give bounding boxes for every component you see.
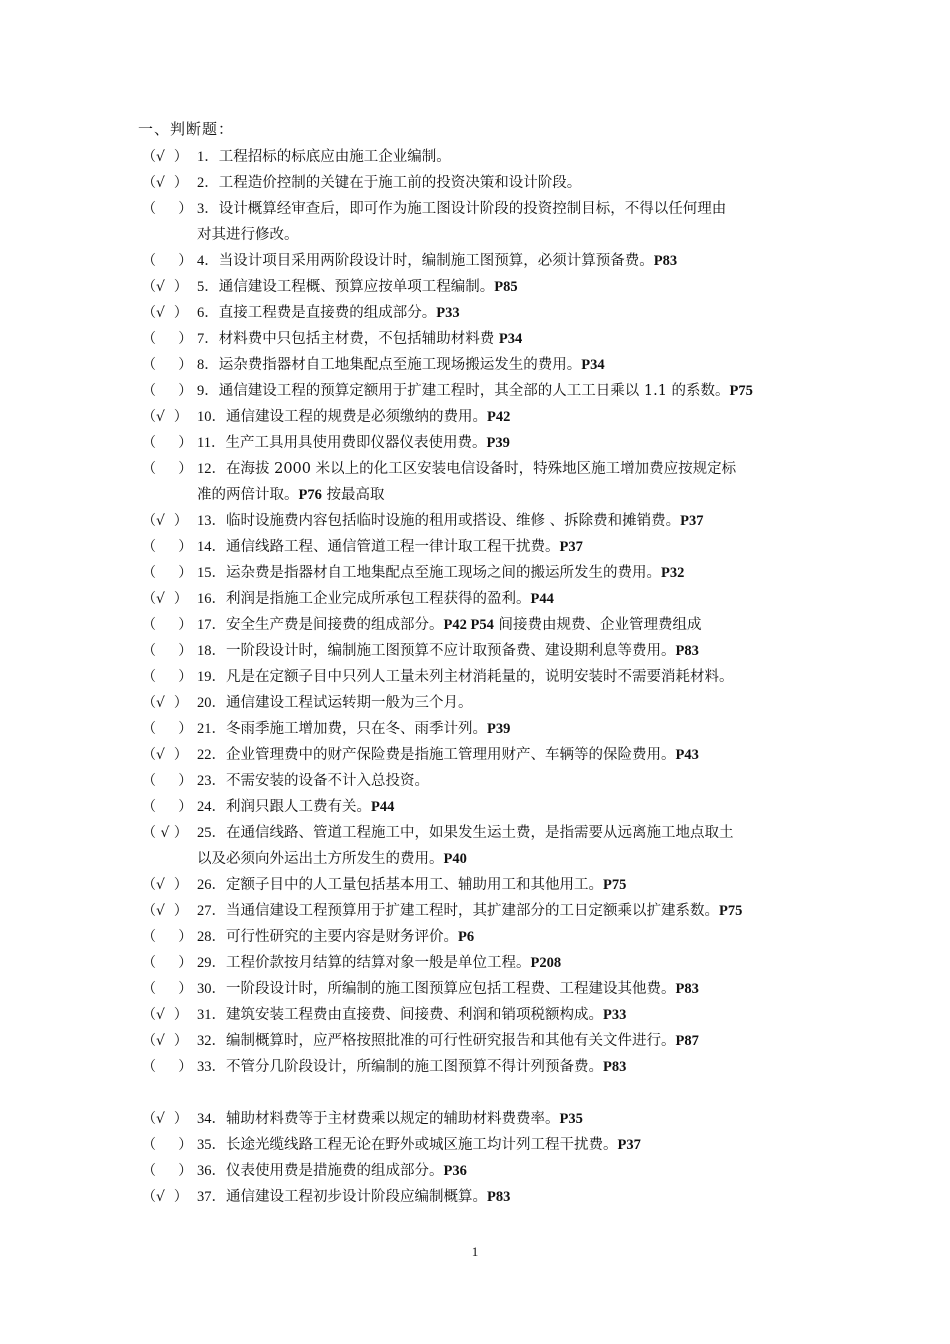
question-body (194, 742, 822, 768)
question-item (142, 612, 822, 638)
page-reference: P75 (719, 903, 743, 919)
page-reference: P75 (603, 877, 627, 893)
question-number: 30． (197, 981, 226, 997)
answer-mark: （ ） (142, 981, 193, 997)
question-number: 35． (197, 1137, 226, 1153)
question-number: 24． (197, 799, 226, 815)
page-reference: P43 (675, 747, 699, 763)
section-title: 一、判断题： (138, 120, 235, 138)
question-item (142, 1002, 822, 1028)
question-number: 15． (197, 565, 226, 581)
answer-mark: （√ ） (142, 1033, 188, 1049)
question-item (142, 378, 822, 404)
answer-mark: （ ） (142, 929, 193, 945)
page-reference: P208 (530, 955, 562, 971)
question-number: 5． (197, 279, 219, 295)
question-body (194, 638, 822, 664)
answer-mark: （√ ） (142, 591, 188, 607)
question-item (142, 430, 822, 456)
question-text: 通信建设工程初步设计阶段应编制概算。 (226, 1189, 487, 1205)
question-item (142, 560, 822, 586)
question-item (142, 924, 822, 950)
question-note: 按最高取 (321, 487, 385, 503)
question-number: 9． (197, 383, 219, 399)
page-reference: P33 (603, 1007, 627, 1023)
question-body (194, 1054, 822, 1080)
question-text: 工程造价控制的关键在于施工前的投资决策和设计阶段。 (218, 175, 582, 191)
question-item (142, 326, 822, 352)
answer-mark: （√ ） (142, 903, 188, 919)
page-reference: P87 (675, 1033, 699, 1049)
page-reference: P85 (494, 279, 518, 295)
question-text: 凡是在定额子目中只列人工量未列主材消耗量的，说明安装时不需要消耗材料。 (226, 669, 734, 685)
question-item (142, 144, 822, 170)
question-body (194, 404, 822, 430)
question-text: 通信建设工程试运转期一般为三个月。 (226, 695, 473, 711)
question-number: 8． (197, 357, 219, 373)
answer-mark: （√ ） (142, 279, 188, 295)
answer-mark: （ ） (142, 357, 193, 373)
question-item (142, 248, 822, 274)
answer-mark: （ ） (142, 435, 193, 451)
question-body (194, 1028, 822, 1054)
question-text: 工程价款按月结算的结算对象一般是单位工程。 (226, 955, 531, 971)
page-reference: P44 (371, 799, 395, 815)
question-body (194, 1106, 822, 1132)
answer-mark: （√ ） (142, 1007, 188, 1023)
question-text: 当设计项目采用两阶段设计时，编制施工图预算，必须计算预备费。 (218, 253, 654, 269)
question-item (142, 586, 822, 612)
question-text: 利润是指施工企业完成所承包工程获得的盈利。 (226, 591, 531, 607)
question-text: 运杂费指器材自工地集配点至施工现场搬运发生的费用。 (218, 357, 582, 373)
page-reference: P37 (617, 1137, 641, 1153)
question-text: 在通信线路、管道工程施工中，如果发生运土费，是指需要从远离施工地点取土 (226, 825, 734, 841)
question-text: 编制概算时，应严格按照批准的可行性研究报告和其他有关文件进行。 (226, 1033, 676, 1049)
page-reference: P39 (487, 721, 511, 737)
question-number: 7． (197, 331, 219, 347)
question-number: 23． (197, 773, 226, 789)
question-number: 18． (197, 643, 226, 659)
answer-mark: （ ） (142, 721, 193, 737)
page-reference: P35 (559, 1111, 583, 1127)
question-text: 直接工程费是直接费的组成部分。 (218, 305, 437, 321)
question-body (194, 898, 822, 924)
question-number: 34． (197, 1111, 226, 1127)
page-reference: P83 (653, 253, 678, 269)
question-body (194, 586, 822, 612)
question-number: 27． (197, 903, 226, 919)
answer-mark: （ ） (142, 1163, 193, 1179)
question-text: 长途光缆线路工程无论在野外或城区施工均计列工程干扰费。 (226, 1137, 618, 1153)
question-item (142, 1054, 822, 1080)
answer-mark: （ ） (142, 799, 193, 815)
page-reference: P83 (487, 1189, 511, 1205)
question-number: 20． (197, 695, 226, 711)
question-item (142, 196, 822, 248)
question-text: 建筑安装工程费由直接费、间接费、利润和销项税额构成。 (226, 1007, 603, 1023)
question-item (142, 794, 822, 820)
question-body (194, 274, 822, 300)
page-reference: P34 (498, 331, 523, 347)
question-body (194, 326, 822, 352)
question-body (194, 378, 822, 404)
question-item (142, 976, 822, 1002)
question-number: 1． (197, 149, 219, 165)
question-item (142, 456, 822, 508)
question-number: 13． (197, 513, 226, 529)
question-number: 31． (197, 1007, 226, 1023)
page-reference: P6 (458, 929, 475, 945)
question-body (194, 950, 822, 976)
question-body (194, 768, 822, 794)
question-number: 2． (197, 175, 219, 191)
question-number: 36． (197, 1163, 226, 1179)
question-item (142, 352, 822, 378)
continuation-text: 对其进行修改。 (197, 227, 299, 243)
page-reference: P83 (675, 981, 699, 997)
question-body (194, 196, 822, 248)
question-body (194, 1158, 822, 1184)
question-body (194, 144, 822, 170)
answer-mark: （ ） (142, 955, 193, 971)
question-body (194, 794, 822, 820)
question-body (194, 820, 822, 872)
page-reference: P75 (729, 383, 753, 399)
question-number: 17． (197, 617, 226, 633)
question-item (142, 872, 822, 898)
question-number: 32． (197, 1033, 226, 1049)
question-number: 37． (197, 1189, 226, 1205)
answer-mark: （√ ） (142, 1111, 188, 1127)
question-body (194, 456, 822, 508)
continuation-text: 准的两倍计取。 (197, 487, 299, 503)
question-body (194, 1132, 822, 1158)
question-text: 通信建设工程的预算定额用于扩建工程时，其全部的人工工日乘以 1.1 的系数。 (218, 383, 730, 399)
question-item (142, 1132, 822, 1158)
answer-mark: （ √ ） (142, 825, 188, 841)
question-continuation (197, 846, 822, 872)
question-text: 运杂费是指器材自工地集配点至施工现场之间的搬运所发生的费用。 (226, 565, 661, 581)
question-text: 不需安装的设备不计入总投资。 (226, 773, 429, 789)
answer-mark: （ ） (142, 643, 193, 659)
answer-mark: （ ） (142, 331, 193, 347)
page-reference: P36 (443, 1163, 467, 1179)
question-item (142, 534, 822, 560)
answer-mark: （ ） (142, 1059, 193, 1075)
question-text: 通信建设工程概、预算应按单项工程编制。 (218, 279, 495, 295)
question-item (142, 1184, 822, 1210)
question-continuation (197, 222, 822, 248)
question-item (142, 716, 822, 742)
question-text: 安全生产费是间接费的组成部分。 (226, 617, 444, 633)
question-number: 16． (197, 591, 226, 607)
question-text: 工程招标的标底应由施工企业编制。 (218, 149, 451, 165)
question-text: 通信线路工程、通信管道工程一律计取工程干扰费。 (226, 539, 560, 555)
question-item (142, 690, 822, 716)
question-body (194, 560, 822, 586)
answer-mark: （√ ） (142, 877, 188, 893)
question-item (142, 170, 822, 196)
question-text: 不管分几阶段设计，所编制的施工图预算不得计列预备费。 (226, 1059, 603, 1075)
question-text: 辅助材料费等于主材费乘以规定的辅助材料费费率。 (226, 1111, 560, 1127)
question-text: 利润只跟人工费有关。 (226, 799, 371, 815)
answer-mark: （√ ） (142, 1189, 188, 1205)
answer-mark: （ ） (142, 1137, 193, 1153)
question-text: 当通信建设工程预算用于扩建工程时，其扩建部分的工日定额乘以扩建系数。 (226, 903, 719, 919)
question-item (142, 664, 822, 690)
question-number: 28． (197, 929, 226, 945)
question-number: 3． (197, 201, 219, 217)
question-item (142, 274, 822, 300)
answer-mark: （√ ） (142, 513, 188, 529)
question-number: 6． (197, 305, 219, 321)
answer-mark: （√ ） (142, 149, 188, 165)
answer-mark: （√ ） (142, 695, 188, 711)
question-list (142, 144, 822, 1210)
page-reference: P32 (661, 565, 685, 581)
question-body (194, 300, 822, 326)
question-item (142, 820, 822, 872)
question-text: 一阶段设计时，所编制的施工图预算应包括工程费、工程建设其他费。 (226, 981, 676, 997)
question-body (194, 1002, 822, 1028)
question-body (194, 872, 822, 898)
question-body (194, 664, 822, 690)
question-note: 间接费由规费、企业管理费组成 (493, 617, 702, 633)
question-continuation (197, 482, 822, 508)
continuation-text: 以及必须向外运出土方所发生的费用。 (197, 851, 444, 867)
question-body (194, 170, 822, 196)
answer-mark: （ ） (142, 669, 193, 685)
question-item (142, 742, 822, 768)
question-item (142, 950, 822, 976)
answer-mark: （√ ） (142, 305, 188, 321)
question-number: 14． (197, 539, 226, 555)
page-reference: P34 (581, 357, 605, 373)
question-text: 定额子目中的人工量包括基本用工、辅助用工和其他用工。 (226, 877, 603, 893)
question-item (142, 898, 822, 924)
answer-mark: （√ ） (142, 409, 188, 425)
question-number: 33． (197, 1059, 226, 1075)
question-item (142, 1158, 822, 1184)
question-body (194, 716, 822, 742)
page-reference: P37 (680, 513, 704, 529)
answer-mark: （√ ） (142, 747, 188, 763)
question-body (194, 690, 822, 716)
page-number: 1 (471, 1244, 479, 1259)
page-reference: P37 (559, 539, 583, 555)
question-number: 10． (197, 409, 226, 425)
question-body (194, 612, 822, 638)
question-text: 可行性研究的主要内容是财务评价。 (226, 929, 458, 945)
page-reference: P42 (487, 409, 511, 425)
question-text: 生产工具用具使用费即仪器仪表使用费。 (225, 435, 487, 451)
answer-mark: （ ） (142, 253, 193, 269)
question-text: 设计概算经审查后，即可作为施工图设计阶段的投资控制目标，不得以任何理由 (218, 201, 727, 217)
question-number: 25． (197, 825, 226, 841)
page-reference: P44 (530, 591, 554, 607)
page-reference: P76 (298, 487, 322, 503)
page-reference: P39 (486, 435, 510, 451)
question-text: 材料费中只包括主材费，不包括辅助材料费 (218, 331, 499, 347)
answer-mark: （√ ） (142, 175, 188, 191)
question-body (194, 430, 822, 456)
question-text: 仪表使用费是措施费的组成部分。 (226, 1163, 444, 1179)
question-number: 12． (197, 461, 226, 477)
question-text: 临时设施费内容包括临时设施的租用或搭设、维修 、拆除费和摊销费。 (226, 513, 681, 529)
question-body (194, 248, 822, 274)
answer-mark: （ ） (142, 565, 193, 581)
question-body (194, 976, 822, 1002)
question-number: 21． (197, 721, 226, 737)
question-text: 在海拔 2000 米以上的化工区安装电信设备时，特殊地区施工增加费应按规定标 (226, 461, 737, 477)
page-reference: P40 (443, 851, 467, 867)
answer-mark: （ ） (142, 201, 193, 217)
answer-mark: （ ） (142, 383, 193, 399)
question-text: 冬雨季施工增加费，只在冬、雨季计列。 (226, 721, 487, 737)
answer-mark: （ ） (142, 539, 193, 555)
page-reference: P83 (675, 643, 699, 659)
question-item (142, 404, 822, 430)
question-number: 29． (197, 955, 226, 971)
question-item (142, 768, 822, 794)
page-reference: P83 (603, 1059, 627, 1075)
question-item (142, 508, 822, 534)
question-number: 4． (197, 253, 219, 269)
question-number: 22． (197, 747, 226, 763)
question-body (194, 352, 822, 378)
question-item (142, 300, 822, 326)
question-body (194, 924, 822, 950)
answer-mark: （ ） (142, 617, 193, 633)
question-item (142, 1106, 822, 1132)
page-reference: P33 (436, 305, 460, 321)
question-text: 通信建设工程的规费是必须缴纳的费用。 (226, 409, 487, 425)
page-reference: P42 P54 (443, 617, 494, 633)
question-number: 11． (197, 435, 226, 451)
question-item (142, 638, 822, 664)
answer-mark: （ ） (142, 461, 193, 477)
question-body (194, 508, 822, 534)
question-text: 企业管理费中的财产保险费是指施工管理用财产、车辆等的保险费用。 (226, 747, 676, 763)
question-text: 一阶段设计时，编制施工图预算不应计取预备费、建设期利息等费用。 (226, 643, 676, 659)
question-body (194, 1184, 822, 1210)
answer-mark: （ ） (142, 773, 193, 789)
question-body (194, 534, 822, 560)
question-number: 19． (197, 669, 226, 685)
question-item (142, 1028, 822, 1054)
question-number: 26． (197, 877, 226, 893)
